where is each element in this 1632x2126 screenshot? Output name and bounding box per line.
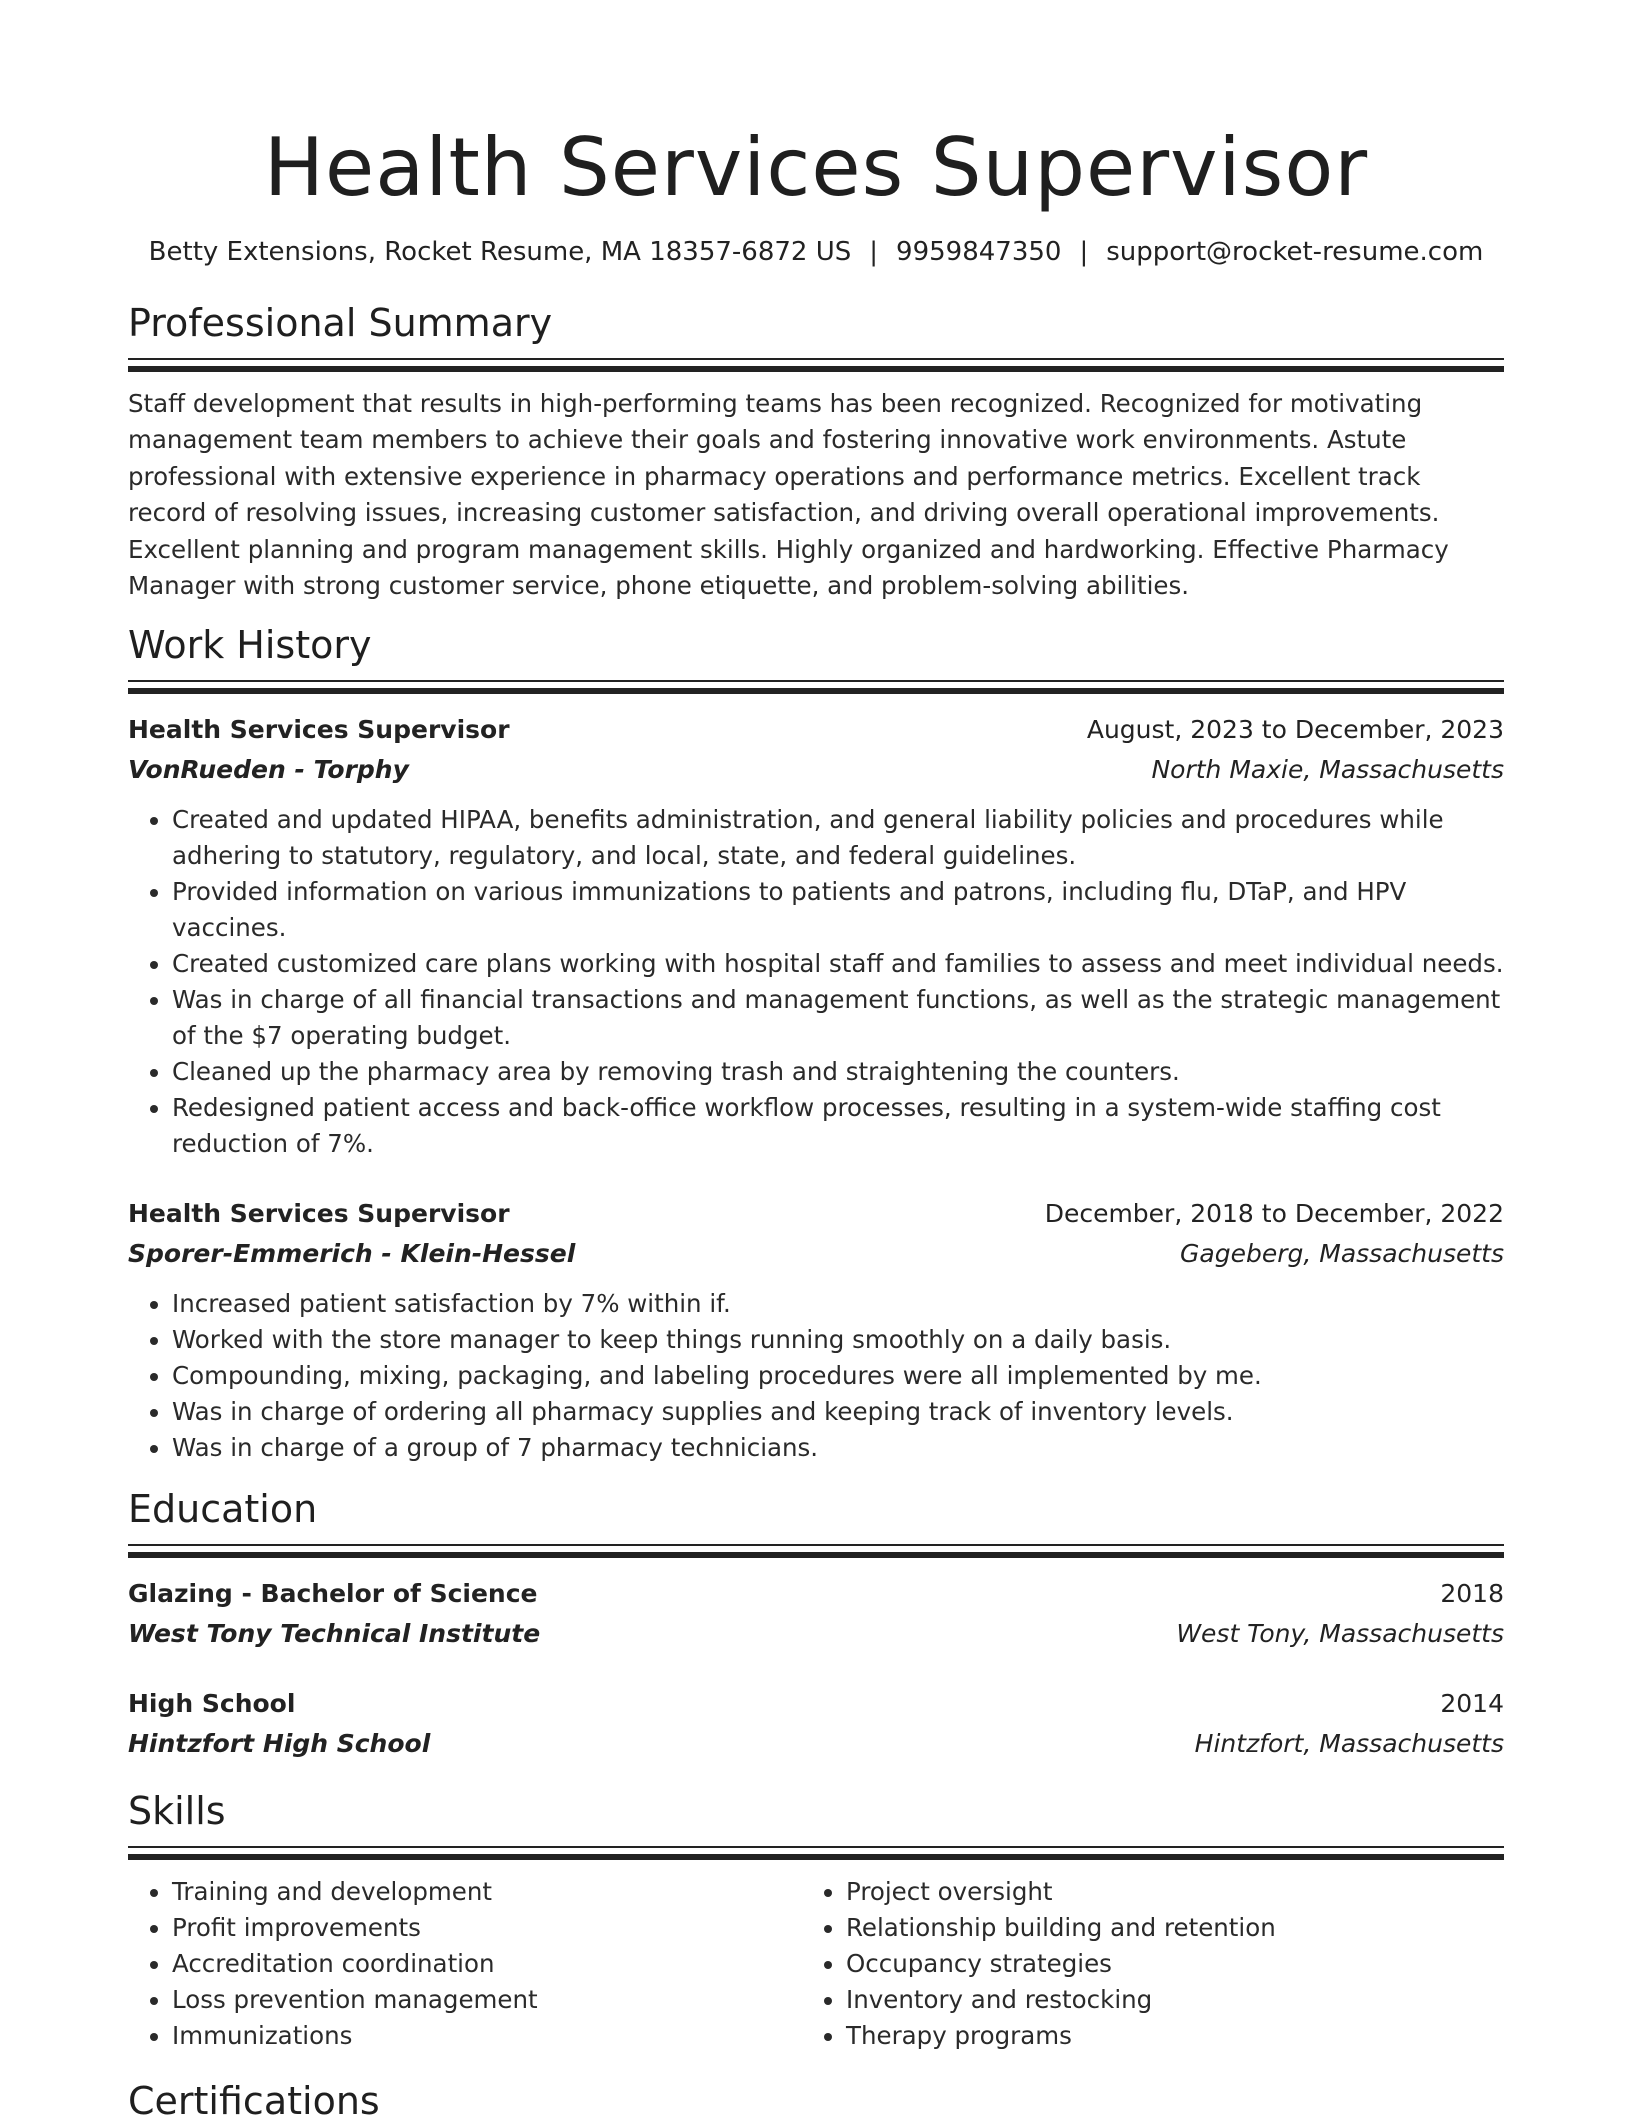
summary-section [128,298,1504,604]
section-divider [128,1846,1504,1860]
job-employer: Sporer-Emmerich - Klein-Hessel [128,1239,576,1269]
resume-name: Health Services Supervisor [263,121,1369,214]
skill-item: • Training and development [172,1874,802,1910]
contact-separator: | [869,237,879,267]
list-item: • Increased patient satisfaction by 7% within if. [172,1286,1504,1322]
skill-item: • Occupancy strategies [846,1946,1476,1982]
job-entry [128,1194,1504,1466]
skills-columns [128,1874,1504,2054]
list-item: • Was in charge of a group of 7 pharmacy technicians. [172,1430,1504,1466]
work-history-section [128,620,1504,1466]
job-bullets [128,1286,1504,1466]
section-title: Certifications [128,2079,380,2124]
education-entry [128,1574,1504,1654]
job-location: Gageberg, Massachusetts [1180,1239,1504,1269]
job-dates: August, 2023 to December, 2023 [1086,715,1504,745]
education-degree: High School [128,1689,296,1719]
education-entry [128,1684,1504,1764]
list-item: • Provided information on various immunizations to patients and patrons, including flu, DTaP, and HPV vaccines. [172,874,1504,946]
section-title: Work History [128,623,372,668]
skills-section [128,1786,1504,2054]
skills-list-right [802,1874,1476,2054]
job-title: Health Services Supervisor [128,1199,510,1229]
section-divider [128,680,1504,694]
education-year: 2018 [1440,1579,1504,1609]
summary-text: Staff development that results in high-performing teams has been recognized. Recognized for motivating management team members to achieve their goals and fostering innovative work environments. Astute professional with extensive experience in pharmacy operations and performance metrics. Excellent track record of resolving issues, increasing customer satisfaction, and driving overall operational improvements. Excellent planning and program management skills. Highly organized and hardworking. Effective Pharmacy Manager with strong customer service, phone etiquette, and problem-solving abilities. [128,389,1449,601]
contact-address: Betty Extensions, Rocket Resume, MA 18357-6872 US [148,237,852,267]
section-divider [128,358,1504,372]
skill-item: • Immunizations [172,2018,802,2054]
education-section [128,1484,1504,1764]
job-entry [128,710,1504,1162]
section-title: Skills [128,1789,226,1834]
job-dates: December, 2018 to December, 2022 [1044,1199,1504,1229]
skill-item: • Project oversight [846,1874,1476,1910]
education-school: Hintzfort High School [128,1729,431,1759]
contact-phone: 9959847350 [896,237,1062,267]
list-item: • Created and updated HIPAA, benefits administration, and general liability policies and procedures while adhering to statutory, regulatory, and local, state, and federal guidelines. [172,802,1504,874]
skill-item: • Loss prevention management [172,1982,802,2018]
list-item: • Cleaned up the pharmacy area by removing trash and straightening the counters. [172,1054,1504,1090]
list-item: • Was in charge of all financial transactions and management functions, as well as the strategic management of the $7 operating budget. [172,982,1504,1054]
certifications-section [128,2076,1504,2126]
resume-page [128,0,1504,2126]
skill-item: • Profit improvements [172,1910,802,1946]
education-degree: Glazing - Bachelor of Science [128,1579,538,1609]
list-item: • Created customized care plans working with hospital staff and families to assess and meet individual needs. [172,946,1504,982]
job-location: North Maxie, Massachusetts [1151,755,1504,785]
skill-item: • Therapy programs [846,2018,1476,2054]
skill-item: • Inventory and restocking [846,1982,1476,2018]
job-bullets [128,802,1504,1162]
education-year: 2014 [1440,1689,1504,1719]
list-item: • Was in charge of ordering all pharmacy supplies and keeping track of inventory levels. [172,1394,1504,1430]
contact-email: support@rocket-resume.com [1106,237,1484,267]
job-title: Health Services Supervisor [128,715,510,745]
section-divider [128,1544,1504,1558]
contact-line [128,234,1504,270]
skill-item: • Accreditation coordination [172,1946,802,1982]
education-location: West Tony, Massachusetts [1176,1619,1504,1649]
education-location: Hintzfort, Massachusetts [1194,1729,1504,1759]
list-item: • Worked with the store manager to keep things running smoothly on a daily basis. [172,1322,1504,1358]
list-item: • Compounding, mixing, packaging, and labeling procedures were all implemented by me. [172,1358,1504,1394]
skills-list-left [128,1874,802,2054]
section-title: Professional Summary [128,301,553,345]
skill-item: • Relationship building and retention [846,1910,1476,1946]
section-title: Education [128,1487,318,1532]
list-item: • Redesigned patient access and back-office workflow processes, resulting in a system-wide staffing cost reduction of 7%. [172,1090,1504,1162]
contact-separator: | [1079,237,1089,267]
education-school: West Tony Technical Institute [128,1619,541,1649]
job-employer: VonRueden - Torphy [128,755,409,785]
